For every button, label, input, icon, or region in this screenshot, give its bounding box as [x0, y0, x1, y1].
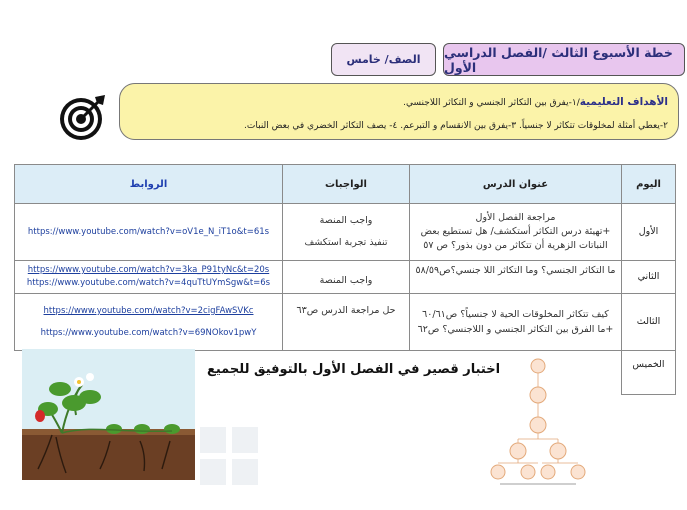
- faint-grid-graphic: [200, 427, 258, 487]
- homework-cell: [283, 294, 410, 351]
- lesson-line: +تهيئة درس التكاثر أستكشف/ هل تستطيع بعض: [420, 226, 611, 237]
- table-row: [15, 261, 676, 294]
- links-cell: [15, 204, 283, 261]
- objective-1: /١-يفرق بين التكاثر الجنسي و التكاثر اللاجنسي.: [403, 98, 580, 108]
- lesson-line: النباتات الزهرية أن تتكاثر من دون بذور؟ ص ٥٧: [423, 240, 608, 251]
- homework-line: تنفيذ تجربة استكشف: [304, 237, 388, 248]
- lesson-line: +ما الفرق بين التكاثر الجنسي و اللاجنسي؟ ص٦٢: [417, 324, 614, 335]
- lesson-line: مراجعة الفصل الأول: [475, 212, 556, 223]
- homework-cell: [283, 261, 410, 294]
- homework-line: حل مراجعة الدرس ص٦٣: [296, 305, 396, 316]
- table-row: [15, 204, 676, 261]
- homework-line: واجب المنصة: [319, 215, 373, 226]
- homework-line: واجب المنصة: [319, 275, 373, 286]
- homework-cell: [283, 204, 410, 261]
- lesson-line: ما التكاثر الجنسي؟ وما التكاثر اللا جنسي؟ص٥٨/٥٩: [415, 265, 616, 276]
- plan-title: خطة الأسبوع الثالث /الفصل الدراسي الأول: [443, 43, 685, 76]
- lesson-cell: [410, 204, 622, 261]
- header-links: الروابط: [15, 165, 283, 204]
- day-cell: الثاني: [622, 261, 676, 294]
- day-cell: الخميس: [622, 351, 676, 395]
- grade-label: الصف/ خامس: [331, 43, 436, 76]
- day-cell: الثالث: [622, 294, 676, 351]
- table-row: [15, 294, 676, 351]
- video-link[interactable]: https://www.youtube.com/watch?v=2cigFAwSVKc: [43, 306, 254, 316]
- video-link[interactable]: https://www.youtube.com/watch?v=4quTtUYmSgw&t=6s: [26, 278, 271, 288]
- header-homework: الواجبات: [283, 165, 410, 204]
- objectives-label: الأهداف التعليمية: [579, 96, 668, 108]
- lesson-cell: [410, 294, 622, 351]
- header-day: اليوم: [622, 165, 676, 204]
- lesson-line: كيف تتكاثر المخلوقات الحية لا جنسياً؟ ص٦٠/٦١: [422, 309, 609, 320]
- cell-division-diagram: [478, 355, 598, 487]
- target-arrow-icon: [57, 93, 107, 143]
- table-header-row: [15, 165, 676, 204]
- video-link[interactable]: https://www.youtube.com/watch?v=69NOkov1pwY: [40, 328, 257, 338]
- day-cell: الأول: [622, 204, 676, 261]
- plant-illustration-image: [22, 349, 195, 480]
- header-lesson: عنوان الدرس: [410, 165, 622, 204]
- objectives-box: [119, 83, 679, 140]
- links-cell: [15, 294, 283, 351]
- lesson-cell: [410, 261, 622, 294]
- video-link[interactable]: https://www.youtube.com/watch?v=oV1e_N_iT1o&t=61s: [27, 226, 270, 237]
- objectives-line-1: [130, 91, 668, 115]
- links-cell: [15, 261, 283, 294]
- video-link[interactable]: https://www.youtube.com/watch?v=3ka_P91tyNc&t=20s: [27, 265, 270, 275]
- exam-note: اختبار قصير في الفصل الأول بالتوفيق للجميع: [207, 362, 501, 377]
- objectives-line-2: ٢-يعطي أمثلة لمخلوقات تتكاثر لا جنسياً. ٣-يفرق بين الانقسام و التبرعم. ٤- يصف التكاثر الخضري في بعض النبات.: [244, 121, 668, 131]
